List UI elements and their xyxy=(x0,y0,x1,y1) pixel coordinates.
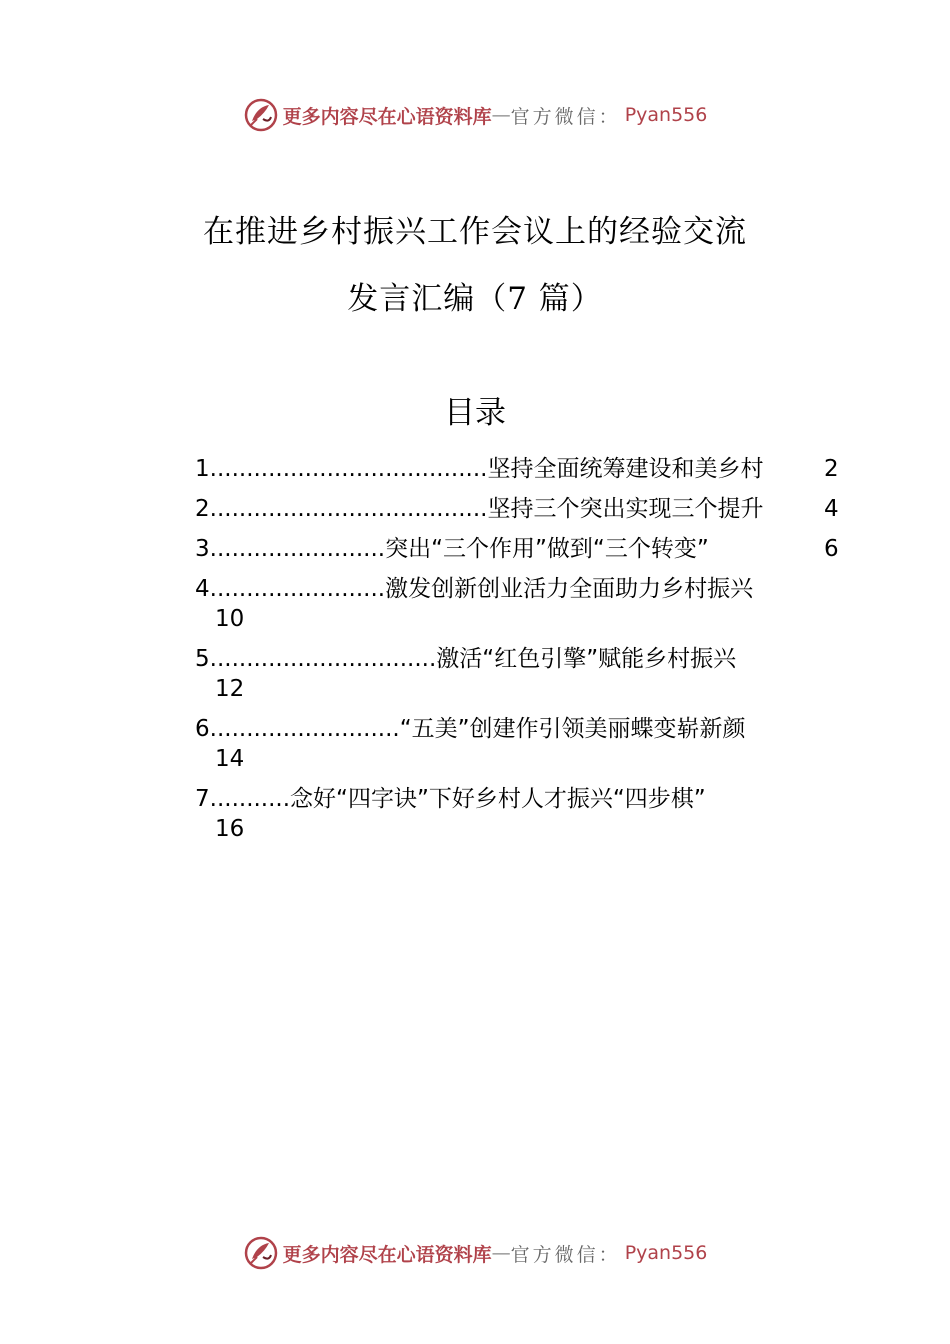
toc-entry-7[interactable]: 7...........念好“四字诀”下好乡村人才振兴“四步棋” xyxy=(195,786,706,812)
document-title-line2: 发言汇编（7 篇） xyxy=(347,281,603,317)
watermark-official-label: 官方微信： xyxy=(510,1243,621,1266)
toc-page-1: 2 xyxy=(824,456,839,482)
footer-watermark xyxy=(0,1233,950,1273)
watermark-site-text: 更多内容尽在心语资料库 xyxy=(282,1243,492,1266)
watermark-site-text: 更多内容尽在心语资料库 xyxy=(282,105,492,128)
pen-logo-icon xyxy=(243,1235,279,1271)
toc-entry-6[interactable]: 6..........................“五美”创建作引领美丽蝶变崭新颜 xyxy=(195,716,746,742)
toc-entry-1[interactable]: 1......................................坚持全面统筹建设和美乡村 xyxy=(195,456,764,482)
pen-logo-icon xyxy=(243,97,279,133)
toc-page-7: 16 xyxy=(215,816,245,842)
toc-heading: 目录 xyxy=(444,395,506,431)
toc-entry-3[interactable]: 3........................突出“三个作用”做到“三个转变” xyxy=(195,536,709,562)
toc-entry-5[interactable]: 5...............................激活“红色引擎”赋能乡村振兴 xyxy=(195,646,737,672)
toc-entry-2[interactable]: 2......................................坚持三个突出实现三个提升 xyxy=(195,496,764,522)
toc-page-5: 12 xyxy=(215,676,245,702)
watermark-wechat-id: Pyan556 xyxy=(624,104,708,126)
toc-page-6: 14 xyxy=(215,746,245,772)
toc-page-2: 4 xyxy=(824,496,839,522)
watermark-wechat-id: Pyan556 xyxy=(624,1242,708,1264)
document-title-line1: 在推进乡村振兴工作会议上的经验交流 xyxy=(203,214,747,250)
toc-page-4: 10 xyxy=(215,606,245,632)
header-watermark xyxy=(0,95,950,135)
toc-entry-4[interactable]: 4........................激发创新创业活力全面助力乡村振兴 xyxy=(195,576,754,602)
toc-page-3: 6 xyxy=(824,536,839,562)
watermark-official-label: 官方微信： xyxy=(510,105,621,128)
watermark-dash: — xyxy=(491,104,511,126)
watermark-dash: — xyxy=(491,1242,511,1264)
